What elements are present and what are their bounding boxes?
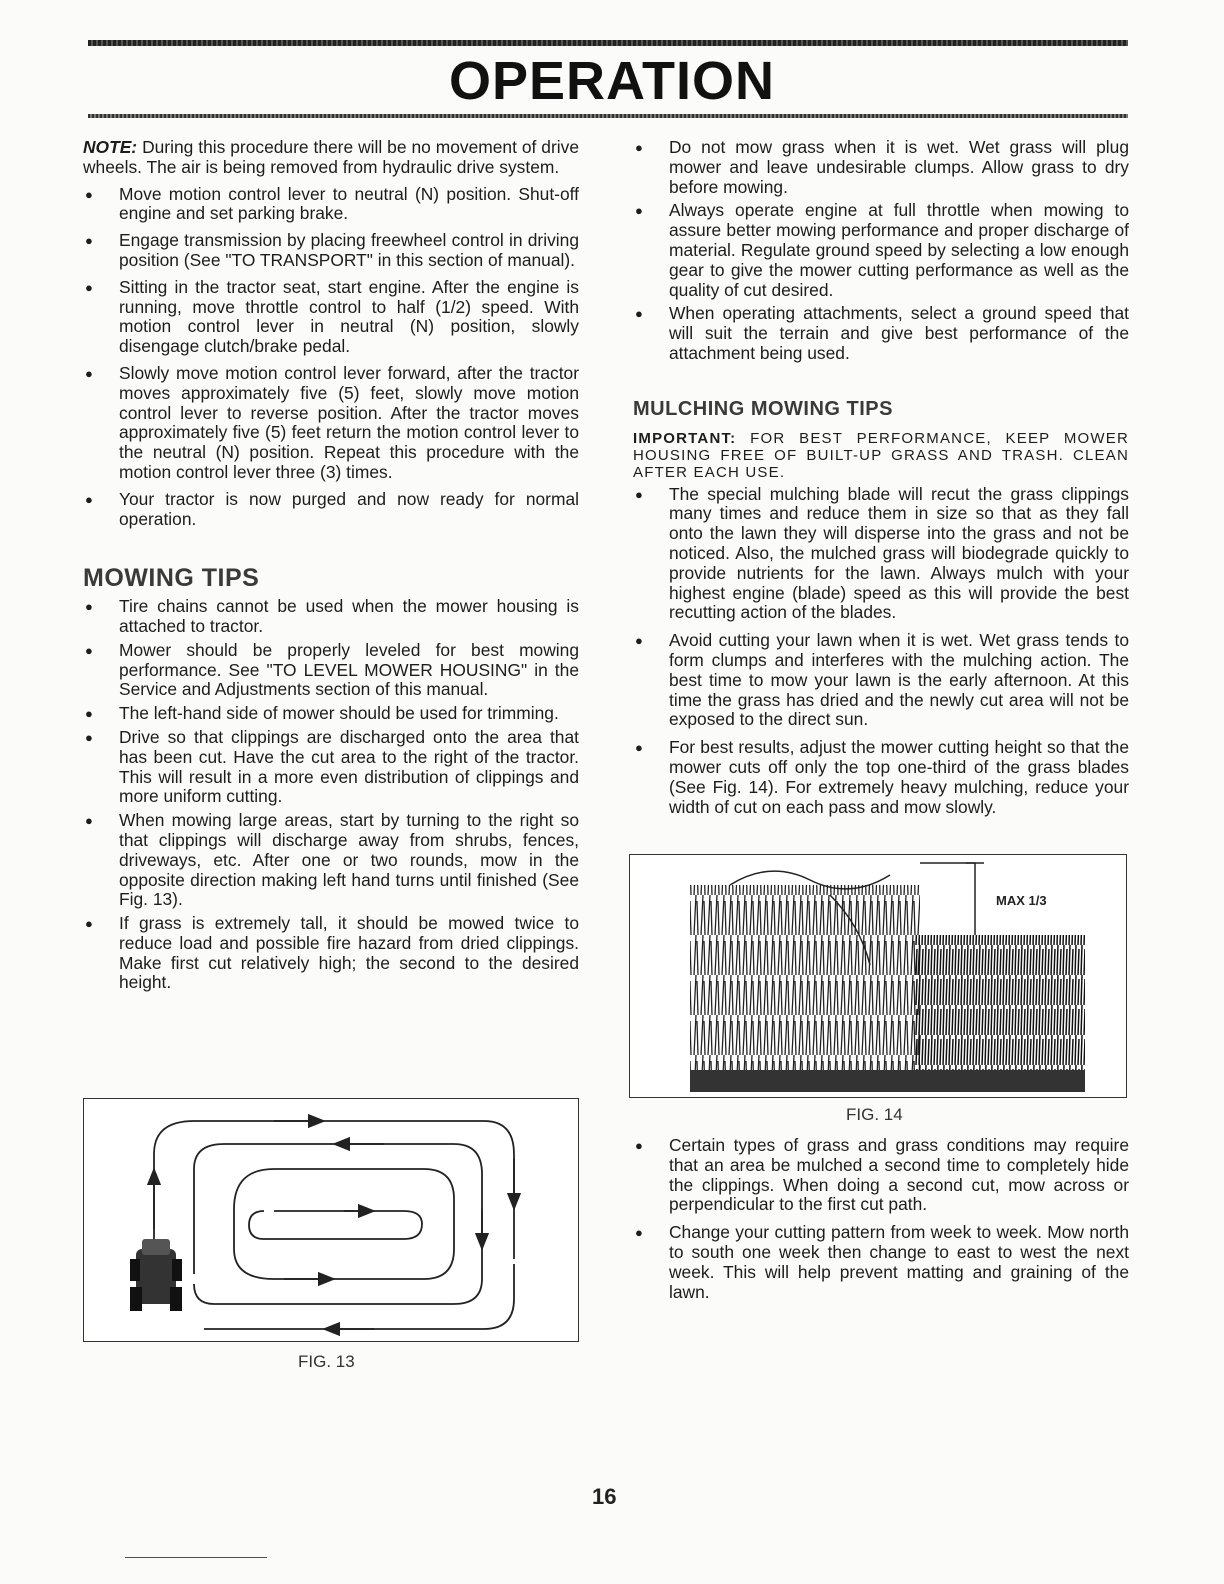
grass-illustration [630,855,1126,1097]
purge-steps-list [83,185,579,530]
bullet-icon: ● [635,306,643,322]
bullet-icon: ● [635,633,643,649]
mulching-tips-list [633,485,1129,818]
bullet-icon: ● [85,916,93,932]
tall-grass [690,885,920,1090]
list-item: ● Drive so that clippings are discharged onto the area that has been cut. Have the cut area to the right of the tractor. This will result in a more even distribution of clippings and more uniform cutting. [85,726,579,807]
bullet-icon: ● [85,642,93,658]
note-paragraph [83,138,579,178]
list-item: ● Certain types of grass and grass conditions may require that an area be mulched a second time to completely hide the clippings. When doing a second cut, mow across or perpendicular to the first cut path. [635,1135,1129,1215]
list-item: ● When mowing large areas, start by turning to the right so that clippings will discharge away from shrubs, fences, driveways, etc. After one or two rounds, mow in the opposite direction making left hand turns until finished (See Fig. 13). [85,810,579,910]
mowing-tips-list [83,597,579,993]
mulching-tips-heading: MULCHING MOWING TIPS [633,397,893,420]
page-number: 16 [592,1484,617,1509]
list-item: ● Mower should be properly leveled for best mowing performance. See "TO LEVEL MOWER HOUSING" in the Service and Adjustments section of this manual. [85,639,579,700]
note-text: During this procedure there will be no movement of drive wheels. The air is being removed from hydraulic drive system. [83,137,579,177]
important-label: IMPORTANT: [633,429,737,447]
mulching-tips-continued-list [633,1136,1129,1302]
list-item: ● The special mulching blade will recut the grass clippings many times and reduce them in size so that as they fall onto the lawn they will disperse into the grass and not be noticed. Also, the mulched grass will biodegrade quickly to provide nutrients for the lawn. Always mulch with your highest engine (blade) speed as this will provide the best recutting action of the blades. [635,483,1129,623]
bullet-icon: ● [85,233,93,249]
header-rule-top [88,40,1128,46]
third-loop [234,1169,454,1279]
bottom-underline [125,1557,267,1558]
bullet-icon: ● [635,1225,643,1241]
bullet-icon: ● [85,279,93,295]
list-item: ● If grass is extremely tall, it should be mowed twice to reduce load and possible fire hazard from dried clippings. Make first cut relatively high; the second to the desired height. [85,913,579,993]
bullet-icon: ● [85,186,93,202]
list-item: ● Slowly move motion control lever forward, after the tractor moves approximately five (5) feet, slowly move motion control lever to reverse position. After the tractor moves approximately five (5) feet return the motion control lever to the neutral (N) position. Repeat this procedure with the motion control lever three (3) times. [85,362,579,482]
list-item: ● Engage transmission by placing freewheel control in driving position (See "TO TRANSPORT" in this section of manual). [85,230,579,270]
outer-path-bottom [204,1264,514,1329]
ground [690,1070,1085,1092]
figure-14-grass-height [629,854,1127,1098]
right-column-continued [633,1132,1129,1302]
figure-14-caption: FIG. 14 [846,1105,903,1124]
bullet-icon: ● [85,706,93,722]
tractor-icon [130,1239,182,1311]
cut-grass [915,935,1085,1090]
figure-13-mowing-pattern [83,1098,579,1342]
important-text: FOR BEST PERFORMANCE, KEEP MOWER HOUSING FREE OF BUILT-UP GRASS AND TRASH. CLEAN AFTER EACH USE. [633,429,1130,481]
list-item: ● For best results, adjust the mower cutting height so that the mower cuts off only the top one-third of the grass blades (See Fig. 14). For extremely heavy mulching, reduce your width of cut on each pass and mow slowly. [635,737,1129,817]
list-item: ● Your tractor is now purged and now ready for normal operation. [85,488,579,529]
list-item: ● Move motion control lever to neutral (N) position. Shut-off engine and set parking brake. [85,183,579,224]
list-item: ● Always operate engine at full throttle when mowing to assure better mowing performance and proper discharge of material. Regulate ground speed by selecting a low enough gear to give the mower cutting performance as well as the quality of cut desired. [635,200,1129,300]
bullet-icon: ● [85,599,93,615]
mowing-tips-continued-list [633,138,1129,364]
important-notice [633,430,1129,481]
bullet-icon: ● [635,1138,643,1153]
bullet-icon: ● [635,140,643,155]
header-rule-bottom [88,114,1128,118]
list-item: ● The left-hand side of mower should be used for trimming. [85,703,559,724]
list-item: ● Do not mow grass when it is wet. Wet grass will plug mower and leave undesirable clumps. Allow grass to dry before mowing. [635,137,1129,197]
bullet-icon: ● [85,365,93,381]
list-item: ● Sitting in the tractor seat, start engine. After the engine is running, move throttle control to half (1/2) speed. With motion control lever in neutral (N) position, slowly disengage clutch/brake pedal. [85,276,579,357]
list-item: ● Tire chains cannot be used when the mower housing is attached to tractor. [85,596,579,636]
bullet-icon: ● [635,486,643,502]
note-label: NOTE: [83,137,138,157]
mowing-pattern-diagram [84,1099,578,1341]
max-one-third-label: MAX 1/3 [996,893,1047,908]
mowing-tips-heading: MOWING TIPS [83,564,260,593]
right-column [633,138,1129,817]
page-title: OPERATION [448,51,775,111]
second-loop [194,1144,482,1304]
figure-13-caption: FIG. 13 [298,1352,355,1371]
bullet-icon: ● [635,203,643,219]
bullet-icon: ● [85,813,93,829]
left-column [83,138,579,993]
bullet-icon: ● [85,491,93,507]
bullet-icon: ● [635,740,643,756]
bullet-icon: ● [85,729,93,745]
inner-loop [249,1211,422,1239]
list-item: ● Change your cutting pattern from week to week. Mow north to south one week then change to east to west the next week. This will help prevent matting and graining of the lawn. [635,1222,1129,1302]
list-item: ● Avoid cutting your lawn when it is wet. Wet grass tends to form clumps and interferes with the mulching action. The best time to mow your lawn is the early afternoon. At this time the grass has dried and the newly cut area will not be exposed to the direct sun. [635,630,1129,730]
list-item: ● When operating attachments, select a ground speed that will suit the terrain and give best performance of the attachment being used. [635,303,1129,363]
